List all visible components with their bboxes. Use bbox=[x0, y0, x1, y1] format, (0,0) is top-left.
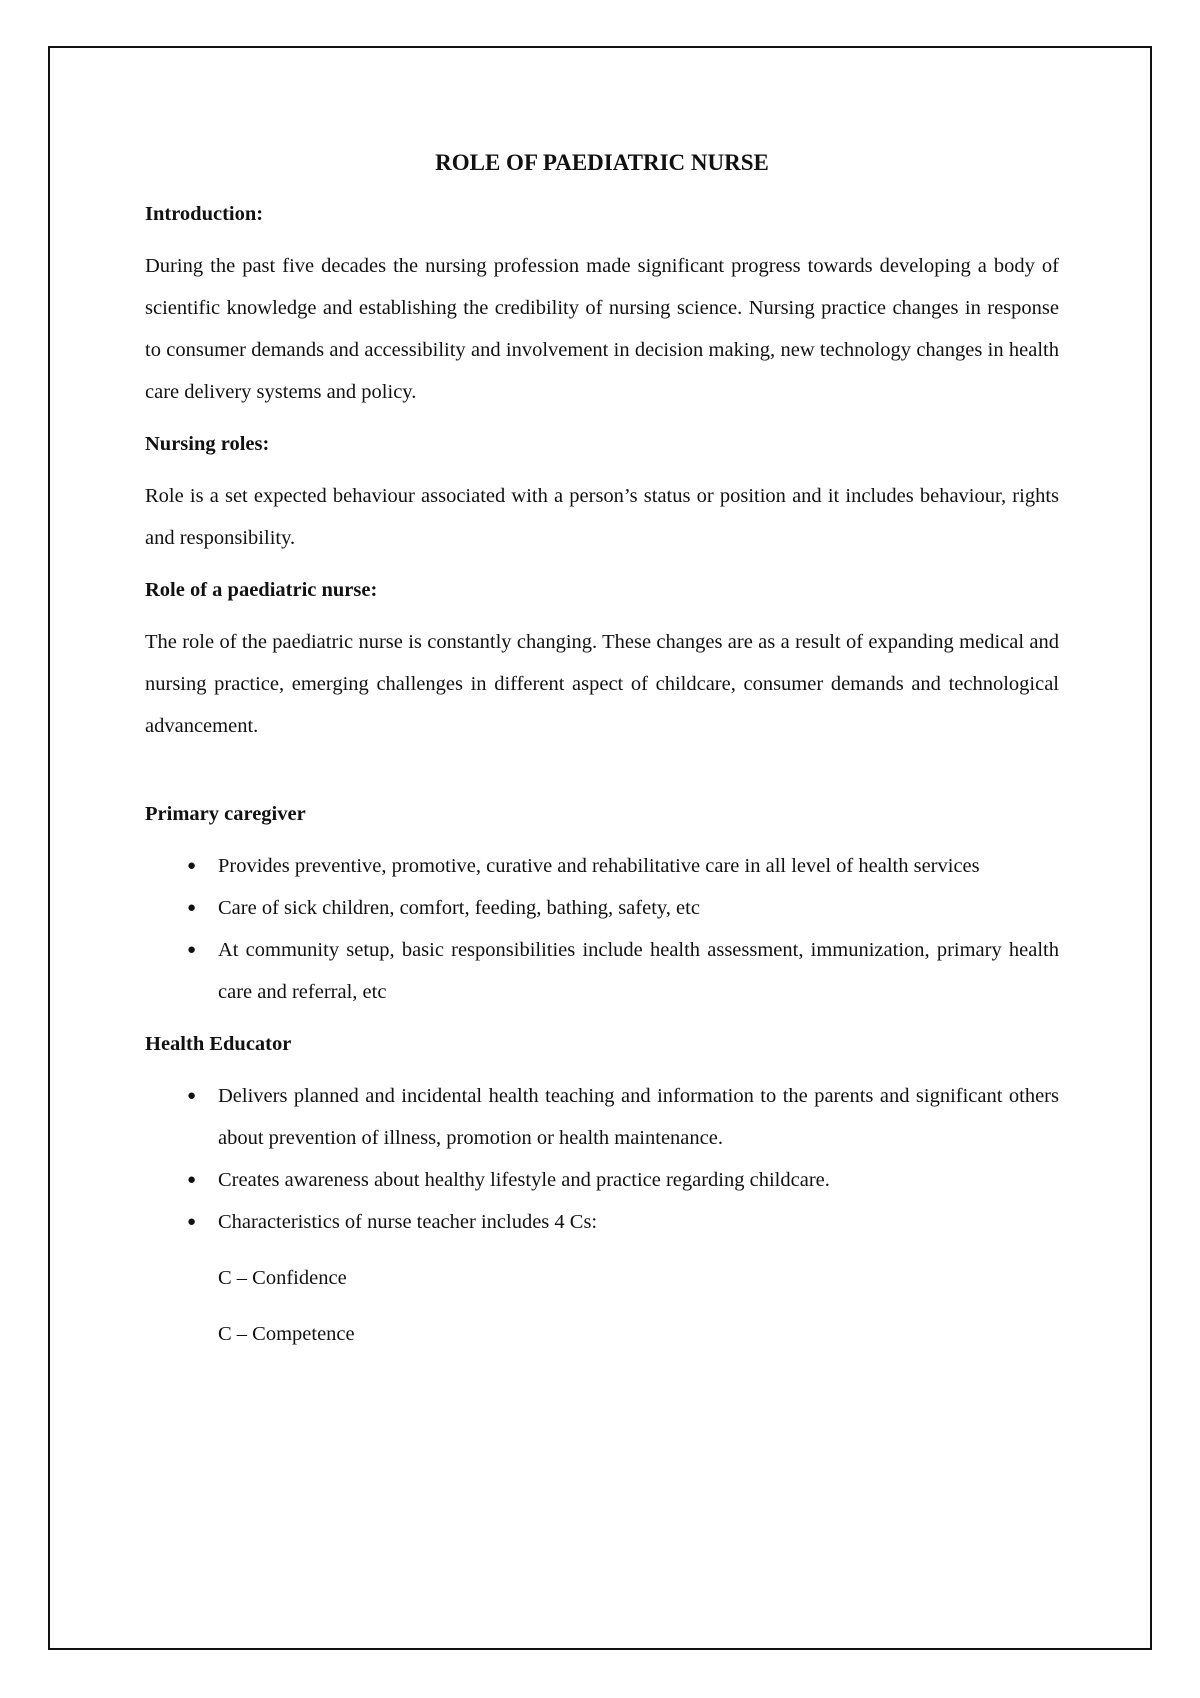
bullet-icon: ● bbox=[187, 1172, 197, 1188]
list-item bbox=[145, 1075, 1059, 1159]
document-title: ROLE OF PAEDIATRIC NURSE bbox=[435, 150, 769, 175]
document-body bbox=[145, 142, 1059, 1355]
bullet-icon: ● bbox=[187, 900, 197, 916]
list-item bbox=[145, 929, 1059, 1013]
health-educator-heading: Health Educator bbox=[145, 1033, 292, 1055]
primary-caregiver-list bbox=[145, 845, 1059, 1013]
list-item-text: Characteristics of nurse teacher includes 4 Cs: bbox=[218, 1211, 598, 1233]
health-educator-list bbox=[145, 1075, 1059, 1243]
paediatric-role-paragraph: The role of the paediatric nurse is constantly changing. These changes are as a result of expanding medical and nursing practice, emerging challenges in different aspect of childcare, consumer demands and technological advancement. bbox=[145, 631, 1059, 737]
bullet-icon: ● bbox=[187, 1214, 197, 1230]
list-item bbox=[145, 1201, 1059, 1243]
list-item-text: At community setup, basic responsibilities include health assessment, immunization, primary health care and referral, etc bbox=[218, 939, 1059, 1003]
primary-caregiver-heading: Primary caregiver bbox=[145, 803, 306, 825]
four-cs-competence: C – Competence bbox=[218, 1323, 355, 1345]
list-item bbox=[145, 1159, 1059, 1201]
introduction-heading: Introduction: bbox=[145, 203, 264, 225]
nursing-roles-heading: Nursing roles: bbox=[145, 433, 270, 455]
list-item bbox=[145, 887, 1059, 929]
list-item-text: Delivers planned and incidental health teaching and information to the parents and significant others about prevention of illness, promotion or health maintenance. bbox=[218, 1085, 1059, 1149]
list-item-text: Care of sick children, comfort, feeding, bathing, safety, etc bbox=[218, 897, 700, 919]
bullet-icon: ● bbox=[187, 858, 197, 874]
four-cs-confidence: C – Confidence bbox=[218, 1267, 347, 1289]
bullet-icon: ● bbox=[187, 942, 197, 958]
list-item-text: Provides preventive, promotive, curative and rehabilitative care in all level of health services bbox=[218, 855, 980, 877]
nursing-roles-paragraph: Role is a set expected behaviour associated with a person’s status or position and it includes behaviour, rights and responsibility. bbox=[145, 485, 1059, 549]
paediatric-role-heading: Role of a paediatric nurse: bbox=[145, 579, 378, 601]
bullet-icon: ● bbox=[187, 1088, 197, 1104]
list-item-text: Creates awareness about healthy lifestyle and practice regarding childcare. bbox=[218, 1169, 830, 1191]
list-item bbox=[145, 845, 1059, 887]
introduction-paragraph: During the past five decades the nursing profession made significant progress towards developing a body of scientific knowledge and establishing the credibility of nursing science. Nursing practice changes in response to consumer demands and accessibility and involvement in decision making, new technology changes in health care delivery systems and policy. bbox=[145, 255, 1059, 403]
